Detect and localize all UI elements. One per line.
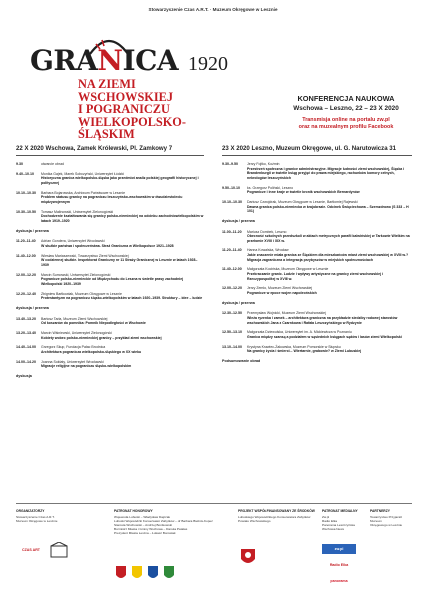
schedule-time: 14.00–14.20	[16, 359, 36, 364]
closing-label: Podsumowanie obrad	[222, 359, 261, 364]
radio-elka-logo: Radio Elka	[329, 562, 349, 567]
schedule-time: 12.30–12.50	[222, 311, 242, 316]
schedule-time: 12.00–12.20	[16, 272, 36, 277]
break-label: dyskusja / przerwa	[16, 305, 49, 310]
talk-title: W służbie państwa i społeczeństwa. Straż Graniczna w Wielkopolsce 1921–1928	[41, 243, 174, 248]
museum-logo-icon	[50, 542, 68, 558]
event-logo	[30, 44, 230, 141]
schedule-details	[41, 162, 204, 167]
logo-subtitle-2: I POGRANICZU	[78, 102, 170, 117]
schedule-item	[222, 230, 412, 244]
break-label: dyskusja / przerwa	[222, 218, 255, 223]
speaker-name: Zbigniew Bartkowiak, Muzeum Okręgowe w Lesznie	[41, 291, 122, 296]
talk-title: Jakie znaczenie miała granica ze Śląskiem dla mieszkańców miast ziemi wschowskiej w XVIII w.? Migracja zagraniczna a integracja przybyszów w miejskich społecznościach	[247, 253, 409, 262]
schedule-item	[222, 286, 412, 295]
panorama-logo: panorama	[330, 578, 348, 583]
break-label: dyskusja / przerwa	[16, 228, 49, 233]
schedule-time: 11.40–12.00	[16, 253, 36, 258]
talk-title: Przestrzeń społeczna i granice administracyjne. Migracje ludności ziemi wschowskiej, Śląska i Brandenburgii w świetle ksiąg przyjęć do prawa miejskiego, rachunków komory celnych, nekrologów leszczyńskich	[247, 166, 405, 180]
schedule-time: 11.00–11.20	[222, 229, 242, 234]
czas-art-logo: CZAS ART	[21, 548, 41, 552]
schedule-time: 9.30–9.50	[222, 162, 238, 166]
footer-line: Panorama Leszczyńska	[322, 522, 355, 527]
schedule-details	[41, 317, 204, 326]
day-2-heading: 23 X 2020 Leszno, Muzeum Okręgowe, ul. G. Narutowicza 31	[222, 145, 412, 156]
footer-partners: PARTNERZY Towarzystwo Przyjaciół Muzeum Okręgowego w Lesznie	[370, 509, 412, 527]
speaker-name: Hanna Kowalska, Wrocław	[247, 248, 289, 253]
schedule-details	[247, 330, 412, 339]
speaker-name: Grzegorz Skup, Fundacja Pałac Brodnica	[41, 345, 106, 350]
footer-line: Towarzystwo Przyjaciół Muzeum	[370, 514, 402, 523]
schedule-details	[247, 186, 412, 195]
day-2-schedule	[222, 145, 412, 370]
talk-title: Pogranicze polsko-niemieckie od Międzychodu do Leszna w świetle prasy zachodniej Wielkopolski 1920–1939	[41, 277, 184, 286]
schedule-details	[247, 162, 412, 180]
schedule-item	[222, 345, 412, 354]
schedule-details	[41, 360, 204, 369]
schedule-item	[222, 311, 412, 325]
footer-line: Wojewoda Lubuski – Władysław Dajczak	[114, 514, 170, 519]
organizers-line: Stowarzyszenie Czas A.R.T. · Muzeum Okręgowe w Lesznie	[148, 7, 278, 12]
footer-line: Zw.pl	[322, 514, 330, 519]
talk-title: Dawna granica polsko-niemiecka w krajobrazie. Odcinek Święciechowa – Szemzdrowo (S 333 – H 101)	[247, 204, 409, 214]
schedule-item	[222, 200, 412, 214]
footer-cofinanced: PROJEKT WSPÓŁFINANSOWANY ZE ŚRODKÓW Lubuskiego Wojewódzkiego Konserwatora Zabytków Powiatu Wschowskiego	[238, 509, 318, 523]
footer-line: Muzeum Okręgowe w Lesznie	[16, 518, 58, 523]
coat-of-arms-icon	[114, 564, 176, 584]
schedule-time: 12.00–12.20	[222, 286, 242, 291]
schedule-details	[41, 210, 204, 224]
talk-title: Obecność szkolnych przedszkoli w aktach metrycznych parafii kalwińskiej w Tarkowie Wielkim na przełomie XVIII i XIX w.	[247, 234, 410, 243]
speaker-name: Małgorzata Kocińska, Muzeum Okręgowe w Lesznie	[247, 267, 329, 272]
transmission-line-1[interactable]: Transmisja online na portalu zw.pl	[302, 117, 390, 123]
schedule-item	[16, 345, 204, 354]
schedule-details	[247, 311, 412, 325]
schedule-item	[222, 330, 412, 339]
talk-title: Granica między szansą a podziałem w sąsiednich księgach sądów i lasów ziemi Wielkopolski	[247, 334, 402, 339]
transmission-line-2[interactable]: oraz na muzealnym profilu Facebook	[298, 123, 394, 130]
schedule-time: 12.20–12.40	[16, 291, 36, 296]
footer-line: Okręgowego w Lesznie	[370, 522, 403, 527]
speaker-name: Bartosz Tarła, Muzeum Ziemi Wschowskiej	[41, 316, 108, 321]
footer-line: Starosta Wschowski – Andrzej Bonikowski	[114, 522, 172, 527]
day-1-heading: 22 X 2020 Wschowa, Zamek Królewski, Pl. Zamkowy 7	[16, 145, 204, 156]
conference-title: KONFERENCJA NAUKOWA	[297, 94, 395, 103]
conference-place-date: Wschowa – Leszno, 22 – 23 X 2020	[293, 105, 399, 112]
schedule-item	[16, 239, 204, 248]
zw-pl-logo: zw.pl	[322, 544, 356, 554]
logo-year: 1920	[188, 53, 228, 75]
talk-title: Architektura pogranicza wielkopolsko-śląskiego w XX wieku	[41, 349, 142, 354]
logo-subtitle-1: NA ZIEMI WSCHOWSKIEJ	[78, 77, 173, 104]
speaker-name: otwarcie obrad	[41, 162, 64, 166]
schedule-item	[16, 273, 204, 287]
footer-honorary-patronage: PATRONAT HONOROWY Wojewoda Lubuski – Władysław Dajczak Lubuski Wojewódzki Konserwator Zabytków – dr Barbara Bielinis-Kopeć Starosta Wschowski – Andrzej Bonikowski Burmistrz Miasta i Gminy Wschowa – Danuta Patalas Prezydent Miasta Leszna – Łukasz Borowiak	[114, 509, 234, 535]
talk-title: Wieża ryzenka i zamek – architektura graniczna na przykładzie siedziby rodowej starostów wschowskich Jana z Czarnkowa i Rafała Leszczyńskiego w Rydzynie	[247, 315, 398, 325]
speaker-name: Krystyna Krawiec-Żakowska, Muzeum Pomorskie w Słupsku	[247, 344, 341, 349]
lubuskie-eagle-icon	[240, 548, 256, 566]
schedule-details	[247, 200, 412, 214]
talk-title: Pogranicze i inne kraje w świetle kronik wschowskich Bernardynów	[247, 190, 360, 195]
talk-title: Protestantyzm na pograniczu śląsko-wielkopolskim w latach 1920–1939. Struktury – idee – ludzie	[41, 296, 203, 301]
talk-title: Przekraczanie granic. Ludzie i wpływy artystyczne na granicy ziemi wschowskiej i Rzeczypospolitej w XVIII w.	[247, 272, 383, 281]
footer-organizers: ORGANIZATORZY Stowarzyszenie Czas A.R.T. Muzeum Okręgowe w Lesznie	[16, 509, 86, 523]
speaker-name: Barbara Bojarowska, Archiwum Państwowe w Lesznie	[41, 190, 126, 195]
footer-line: Stowarzyszenie Czas A.R.T.	[16, 514, 55, 519]
speaker-name: Adrian Gondera, Uniwersytet Wrocławski	[41, 239, 105, 244]
schedule-time: 13.20–13.40	[16, 330, 36, 335]
talk-title: Od koszarów do pomnika: Pomnik Niepodległości w Wschowie	[41, 321, 146, 326]
schedule-time: 9.50–10.10	[222, 185, 240, 190]
footer-line: Burmistrz Miasta i Gminy Wschowa – Danuta Patalas	[114, 526, 188, 531]
schedule-time: 11.20–11.40	[222, 248, 242, 253]
schedule-time: 14.40–14.00	[16, 345, 36, 350]
schedule-details	[247, 345, 412, 354]
talk-title: Migracje religijne na pograniczu śląsko-wielkopolskim	[41, 364, 132, 369]
speaker-name: Przemysław Wojnicki, Muzeum Ziemi Wschowskiej	[247, 311, 326, 316]
speaker-name: Dariusz Czwojdrak, Muzeum Okręgowe w Lesznie, Bartłomiej Rajewski	[247, 199, 358, 204]
schedule-time: 9.40–10.10	[16, 171, 34, 176]
schedule-item	[16, 172, 204, 186]
footer	[16, 503, 412, 583]
schedule-item	[222, 162, 412, 180]
schedule-time: 11.40–12.00	[222, 267, 242, 272]
schedule-time: 12.50–13.10	[222, 330, 242, 335]
schedule-details	[41, 345, 204, 354]
schedule-time: 13.40–13.20	[16, 316, 36, 321]
schedule-item	[16, 360, 204, 369]
schedule-time: 10.10–10.30	[222, 199, 242, 204]
speaker-name: Jerzy Zemło, Muzeum Ziemi Wschowskiej	[247, 286, 313, 291]
schedule-item	[16, 331, 204, 340]
footer-line: Prezydent Miasta Leszna – Łukasz Borowiak	[114, 530, 176, 535]
schedule-details	[41, 172, 204, 186]
conference-info	[290, 94, 402, 130]
talk-title: Problem statusu granicy na pograniczu leszczyńsko-wschowskim w dwudziestoleciu międzywojennym	[41, 195, 183, 204]
speaker-name: Monika Gajek, Marek Sobczyński, Uniwersytet Łódzki	[41, 171, 125, 176]
logo-subtitle-3: WIELKOPOLSKO-ŚLĄSKIM	[78, 114, 186, 142]
talk-title: Pogranicze w epoce wojen napoleońskich	[247, 291, 317, 295]
schedule-time: 10.10–10.30	[16, 190, 36, 195]
schedule-time: 9.30	[16, 162, 23, 166]
schedule-item	[16, 254, 204, 268]
speaker-name: ks. Grzegorz Poliński, Leszno	[247, 185, 294, 190]
schedule-item	[222, 186, 412, 195]
schedule-time: 10.30–10.50	[16, 209, 36, 214]
schedule-details	[41, 331, 204, 340]
schedule-details	[41, 191, 204, 205]
talk-title: W codziennej służbie. Inspektorat Graniczny nr 11 Straży Granicznej w Lesznie w latach 1928–1939	[41, 258, 198, 267]
footer-line: Lubuskiego Wojewódzkiego Konserwatora Zabytków	[238, 514, 311, 519]
break-label: dyskusja / przerwa	[222, 300, 255, 305]
schedule-item	[16, 292, 204, 301]
speaker-name: Tomasz Malinowski, Uniwersytet Zielonogórski	[41, 209, 114, 214]
speaker-name: Wiesław Mariaszewski, Towarzystwo Ziemi Wschowskiej	[41, 253, 129, 258]
day-1-schedule	[16, 145, 204, 385]
talk-title: Kobiety wobec polsko-niemieckiej granicy – przykład ziemi wschowskiej	[41, 335, 162, 340]
schedule-details	[247, 286, 412, 295]
schedule-time: 11.20–11.40	[16, 239, 36, 244]
schedule-details	[41, 239, 204, 248]
schedule-details	[247, 248, 412, 262]
talk-title: Dochodzenie kształtowania się granicy polsko-niemieckiej na odcinku zachodniowielkopolskim w latach 1919–1920	[41, 214, 204, 223]
footer-media-patronage: PATRONAT MEDIALNY Zw.pl Radio Elka Panorama Leszczyńska Wschowa News	[322, 509, 367, 531]
schedule-item	[16, 210, 204, 224]
break-label: dyskusja	[16, 374, 32, 379]
speaker-name: Joanna Sołdaty, Uniwersytet Wrocławski	[41, 359, 104, 364]
schedule-item	[222, 267, 412, 281]
footer-line: Powiatu Wschowskiego	[238, 518, 271, 523]
speaker-name: Marcin Sumowski, Uniwersytet Zielonogórski	[41, 272, 111, 277]
schedule-details	[41, 292, 204, 301]
talk-title: Historyczna granica wielkopolsko-śląska jako przedmiot analiz polskiej geografii historycznej i politycznej	[41, 176, 199, 185]
schedule-item	[16, 162, 204, 167]
speaker-name: Mariusz Dombek, Leszno	[247, 229, 287, 234]
schedule-details	[41, 273, 204, 287]
schedule-details	[247, 230, 412, 244]
footer-line: Radio Elka	[322, 518, 337, 523]
speaker-name: Małgorzata Dziewulska, Uniwersytet im. A. Mickiewicza w Poznaniu	[247, 330, 352, 335]
schedule-item	[16, 317, 204, 326]
logo-word: GRANICA	[30, 44, 179, 77]
schedule-time: 13.10–14.00	[222, 344, 242, 349]
schedule-item	[16, 191, 204, 205]
speaker-name: Marcin Wiśniewski, Uniwersytet Zielonogórski	[41, 330, 112, 335]
schedule-item	[222, 248, 412, 262]
footer-line: Wschowa News	[322, 526, 345, 531]
schedule-details	[247, 267, 412, 281]
footer-line: Lubuski Wojewódzki Konserwator Zabytków – dr Barbara Bielinis-Kopeć	[114, 518, 213, 523]
speaker-name: Jerzy Fojtko, Koźmin	[247, 162, 280, 166]
schedule-details	[41, 254, 204, 268]
talk-title: Na granicy życia i śmierci... Wiertarnie, grabowie? w Ziemi Lubuskiej	[247, 349, 362, 354]
